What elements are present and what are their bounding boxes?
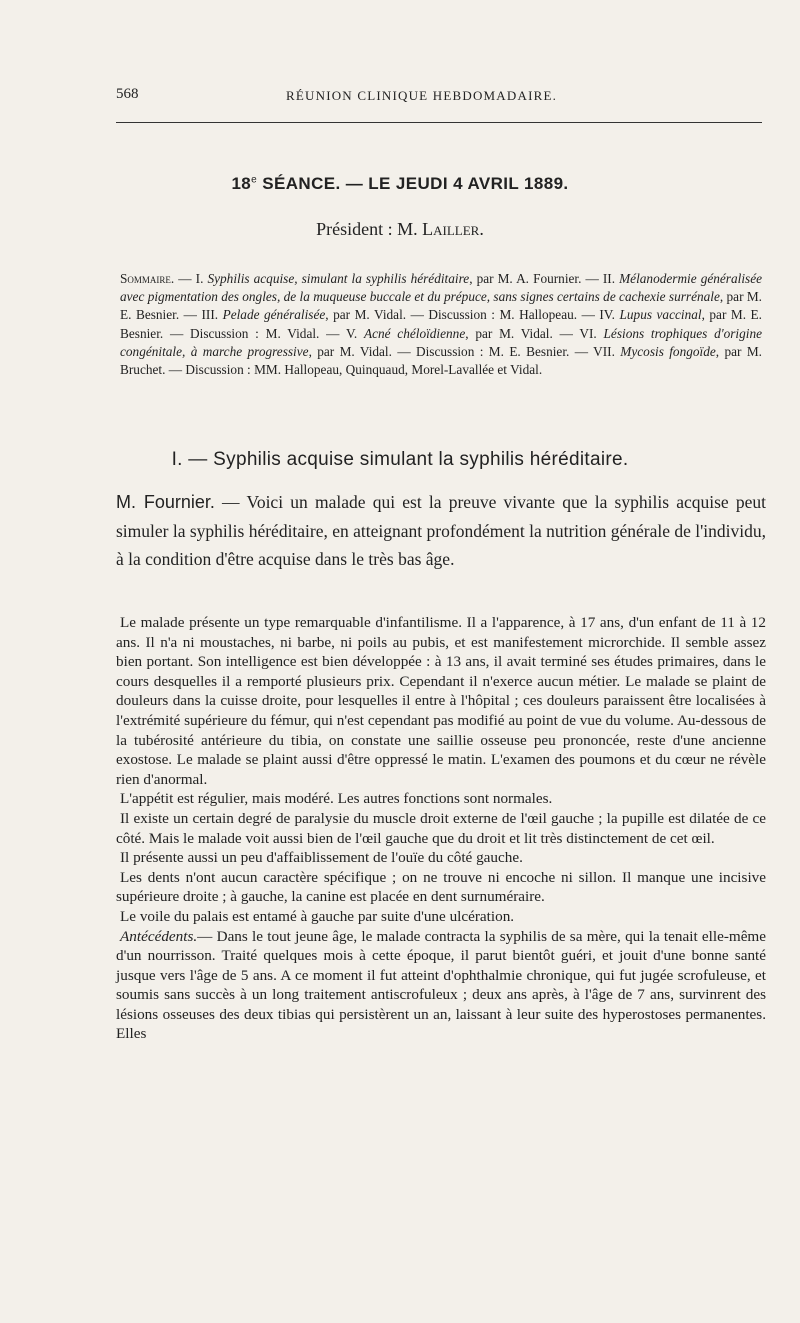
paragraph: Il présente aussi un peu d'affaiblissement de l'ouïe du côté gauche.: [120, 849, 523, 867]
header-rule: [116, 122, 762, 123]
summary-title: Acné chéloïdienne: [363, 325, 466, 341]
paragraph: Il existe un certain degré de paralysie du muscle droit externe de l'œil gauche ; la pupille est dilatée de ce côté. Mais le malade voit aussi bien de l'œil gauche que du droit et lit très distinctement de cet œil.: [116, 809, 766, 847]
summary-text: , par M. Bruchet. — Discussion : MM. Hallopeau, Quinquaud, Morel-Lavallée et Vidal.: [120, 343, 762, 378]
section-heading: I. — Syphilis acquise simulant la syphilis héréditaire.: [171, 449, 629, 470]
paragraph: L'appétit est régulier, mais modéré. Les autres fonctions sont normales.: [120, 790, 553, 808]
lead-text: — Voici un malade qui est la preuve vivante que la syphilis acquise peut simuler la syphilis héréditaire, en atteignant profondément la nutrition générale de l'individu, à la condition d'être acquise dans le très bas âge.: [116, 492, 767, 569]
lead-paragraph: [116, 488, 766, 574]
summary-title: Mélanodermie généralisée avec pigmentation des ongles, de la muqueuse buccale et du prépuce, sans signes certains de cachexie surrénale: [120, 271, 762, 305]
summary-text: , par M. Vidal. — VI.: [465, 325, 604, 341]
summary-text: , par M. E. Besnier. — Discussion : M. Vidal. — V.: [120, 307, 762, 341]
running-head: [116, 86, 766, 110]
summary: [120, 270, 762, 379]
summary-text: , par M. Vidal. — Discussion : M. Hallopeau. — IV.: [325, 307, 620, 323]
summary-title: Lupus vaccinal: [619, 307, 702, 323]
summary-text: , par M. A. Fournier. — II.: [469, 271, 620, 286]
session-heading: SÉANCE. — LE JEUDI 4 AVRIL 1889.: [262, 174, 569, 193]
president-label: Président : M.: [316, 219, 423, 239]
paragraph: Le voile du palais est entamé à gauche par suite d'une ulcération.: [120, 907, 515, 925]
speaker-name: M. Fournier.: [116, 492, 215, 512]
antecedents-text: — Dans le tout jeune âge, le malade contracta la syphilis de sa mère, qui la tenait elle-même d'un nourrisson. Traité quelques mois à cette époque, il parut bientôt guéri, et jouit d'une bonne santé jusque vers l'âge de 5 ans. A ce moment il fut atteint d'ophthalmie chronique, qui fut jugée scrofuleuse, et soumis sans succès à un long traitement antiscrofuleux ; deux ans après, à l'âge de 7 ans, survinrent des lésions osseuses des deux tibias qui persistèrent un an, laissant à leur suite des hyperostoses permanentes. Elles: [116, 927, 766, 1043]
summary-text: , par M. Vidal. — Discussion : M. E. Besnier. — VII.: [308, 343, 621, 359]
summary-text: , par M. E. Besnier. — III.: [120, 289, 762, 323]
antecedents-label: Antécédents.: [120, 927, 198, 945]
summary-title: Syphilis acquise, simulant la syphilis héréditaire: [207, 271, 470, 286]
running-title: RÉUNION CLINIQUE HEBDOMADAIRE.: [286, 88, 558, 103]
session-ordinal: e: [251, 174, 258, 186]
president-name: Lailler.: [422, 219, 484, 239]
summary-label: Sommaire.: [120, 271, 175, 286]
president-line: [0, 219, 800, 240]
summary-title: Pelade généralisée: [222, 307, 326, 323]
paragraph: Les dents n'ont aucun caractère spécifique ; on ne trouve ni encoche ni sillon. Il manque une incisive supérieure droite ; à gauche, la canine est placée en dent surnuméraire.: [116, 868, 766, 906]
antecedents-paragraph: [116, 927, 766, 1045]
summary-title: Lésions trophiques d'origine congénitale, à marche progressive: [120, 325, 762, 359]
session-number: 18: [231, 174, 252, 193]
body-paragraphs: [116, 613, 766, 1044]
summary-title: Mycosis fongoïde: [620, 343, 716, 359]
paragraph: Le malade présente un type remarquable d'infantilisme. Il a l'apparence, à 17 ans, d'un enfant de 11 à 12 ans. Il n'a ni moustaches, ni barbe, ni poils au pubis, et est manifestement microrchide. Il semble assez bien portant. Son intelligence est bien développée : à 13 ans, il avait terminé ses études primaires, dans le cours desquelles il a remporté plusieurs prix. Cependant il n'exerce aucun métier. Le malade se plaint de douleurs dans la cuisse droite, pour lesquelles il entre à l'hôpital ; ces douleurs paraissent être localisées à l'extrémité supérieure du fémur, qui n'est cependant pas modifié au point de vue du volume. Au-dessous de la tubérosité antérieure du tibia, on constate une saillie osseuse peu prononcée, reste d'une ancienne exostose. Le malade se plaint aussi d'être oppressé le matin. L'examen des poumons et du cœur ne révèle rien d'anormal.: [116, 614, 766, 788]
session-title: [0, 174, 800, 194]
summary-text: — I.: [174, 271, 208, 286]
page-number: 568: [116, 86, 139, 102]
